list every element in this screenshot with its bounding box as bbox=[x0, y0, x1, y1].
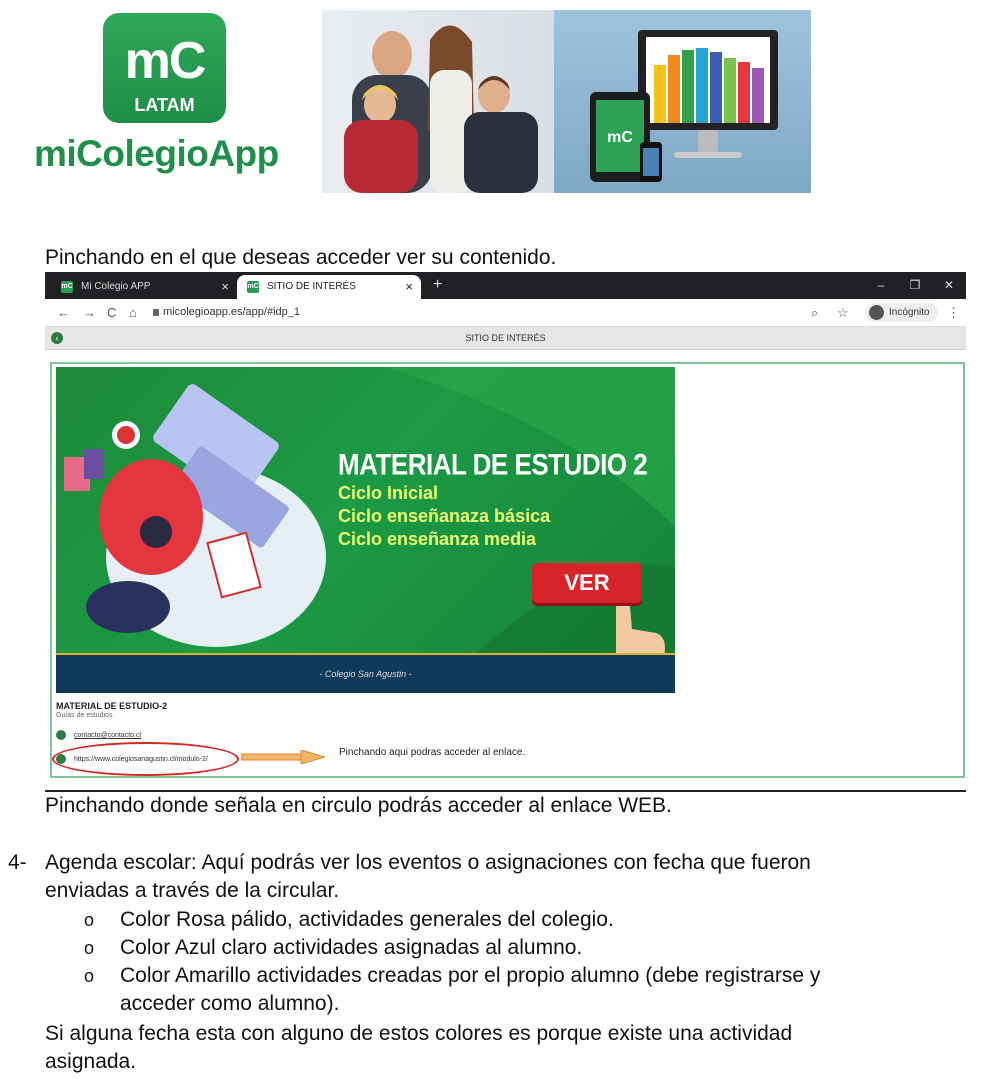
new-tab-button[interactable]: + bbox=[433, 276, 443, 293]
bookmark-star-icon[interactable]: ☆ bbox=[837, 305, 849, 320]
svg-text:mC: mC bbox=[607, 129, 633, 146]
closing-paragraph: Si alguna fecha esta con alguno de estos colores es porque existe una actividad bbox=[45, 1022, 793, 1045]
forward-arrow-icon[interactable]: → bbox=[83, 305, 96, 320]
family-photo bbox=[322, 10, 554, 193]
bullet-marker: o bbox=[84, 910, 95, 930]
browser-menu-icon[interactable]: ⋮ bbox=[947, 305, 960, 320]
back-arrow-icon[interactable]: ← bbox=[57, 305, 70, 320]
zoom-icon[interactable]: ⌕ bbox=[811, 305, 819, 320]
banner-line: Ciclo enseñanaza básica bbox=[338, 506, 551, 526]
material-subtitle: Guías de estudios. bbox=[56, 712, 115, 719]
bullet-marker: o bbox=[84, 966, 95, 986]
banner-line: Ciclo Inicial bbox=[338, 483, 439, 503]
lock-icon bbox=[153, 309, 159, 316]
bullet-item: Color Amarillo actividades creadas por el propio alumno (debe registrarse y bbox=[120, 964, 821, 987]
tab-label: Mi Colegio APP bbox=[81, 281, 151, 292]
bullet-item: Color Azul claro actividades asignadas al alumno. bbox=[120, 936, 583, 959]
orange-arrow-icon bbox=[241, 750, 325, 764]
browser-toolbar bbox=[45, 299, 966, 327]
app-favicon-icon: mC bbox=[247, 281, 259, 293]
app-logo bbox=[103, 13, 226, 123]
banner-title: MATERIAL DE ESTUDIO 2 bbox=[338, 447, 648, 482]
incognito-icon bbox=[869, 305, 884, 320]
browser-tab-bar bbox=[45, 272, 966, 299]
app-favicon-icon: mC bbox=[61, 281, 73, 293]
highlight-circle bbox=[52, 742, 239, 776]
close-tab-icon[interactable]: × bbox=[221, 279, 229, 294]
agenda-paragraph-cont: enviadas a través de la circular. bbox=[45, 879, 340, 902]
logo-mc-text: mC bbox=[124, 32, 205, 90]
minimize-icon[interactable]: – bbox=[877, 278, 885, 292]
closing-paragraph-cont: asignada. bbox=[45, 1050, 137, 1073]
logo-latam-text: LATAM bbox=[134, 95, 195, 115]
reload-icon[interactable]: C bbox=[107, 305, 117, 320]
list-number: 4- bbox=[8, 851, 27, 874]
restore-icon[interactable]: ❐ bbox=[909, 278, 921, 292]
email-link[interactable]: contacto@contacto.cl bbox=[74, 731, 142, 739]
tab-mi-colegio[interactable] bbox=[51, 275, 237, 299]
annotation-hint: Pinchando aqui podras acceder al enlace. bbox=[339, 747, 526, 758]
address-bar[interactable]: micolegioapp.es/app/#idp_1 bbox=[163, 306, 300, 318]
web-link[interactable]: https://www.colegiosanagustin.cl/modulo-2/ bbox=[74, 755, 208, 763]
banner-line: Ciclo enseñanza media bbox=[338, 529, 537, 549]
devices-photo bbox=[554, 10, 811, 193]
banner-footer: - Colegio San Agustin - bbox=[56, 653, 675, 693]
incognito-badge[interactable] bbox=[865, 303, 938, 322]
ver-button[interactable]: VER bbox=[532, 563, 642, 603]
home-icon[interactable]: ⌂ bbox=[129, 305, 137, 320]
content-frame bbox=[50, 362, 965, 778]
after-screenshot-text: Pinchando donde señala en circulo podrás acceder al enlace WEB. bbox=[45, 794, 672, 817]
app-header-bar bbox=[45, 327, 966, 350]
agenda-paragraph: Agenda escolar: Aquí podrás ver los eventos o asignaciones con fecha que fueron bbox=[45, 851, 811, 874]
browser-screenshot bbox=[45, 272, 966, 792]
bullet-marker: o bbox=[84, 938, 95, 958]
close-window-icon[interactable]: ✕ bbox=[943, 278, 955, 292]
brand-name: miColegioApp bbox=[34, 133, 279, 174]
email-icon bbox=[56, 730, 66, 740]
close-tab-icon[interactable]: × bbox=[405, 279, 413, 294]
material-title: MATERIAL DE ESTUDIO-2 bbox=[56, 701, 168, 711]
back-circle-icon[interactable]: ‹ bbox=[51, 332, 63, 344]
material-banner[interactable] bbox=[56, 367, 675, 693]
email-row[interactable] bbox=[56, 730, 141, 740]
tab-sitio-de-interes[interactable] bbox=[237, 275, 421, 299]
incognito-label: Incógnito bbox=[889, 307, 930, 318]
intro-text: Pinchando en el que deseas acceder ver su contenido. bbox=[45, 246, 557, 269]
tab-label: SITIO DE INTERÉS bbox=[267, 281, 356, 292]
bullet-item: Color Rosa pálido, actividades generales del colegio. bbox=[120, 908, 614, 931]
page-title: SITIO DE INTERÉS bbox=[465, 333, 546, 343]
bullet-item-cont: acceder como alumno). bbox=[120, 992, 340, 1015]
